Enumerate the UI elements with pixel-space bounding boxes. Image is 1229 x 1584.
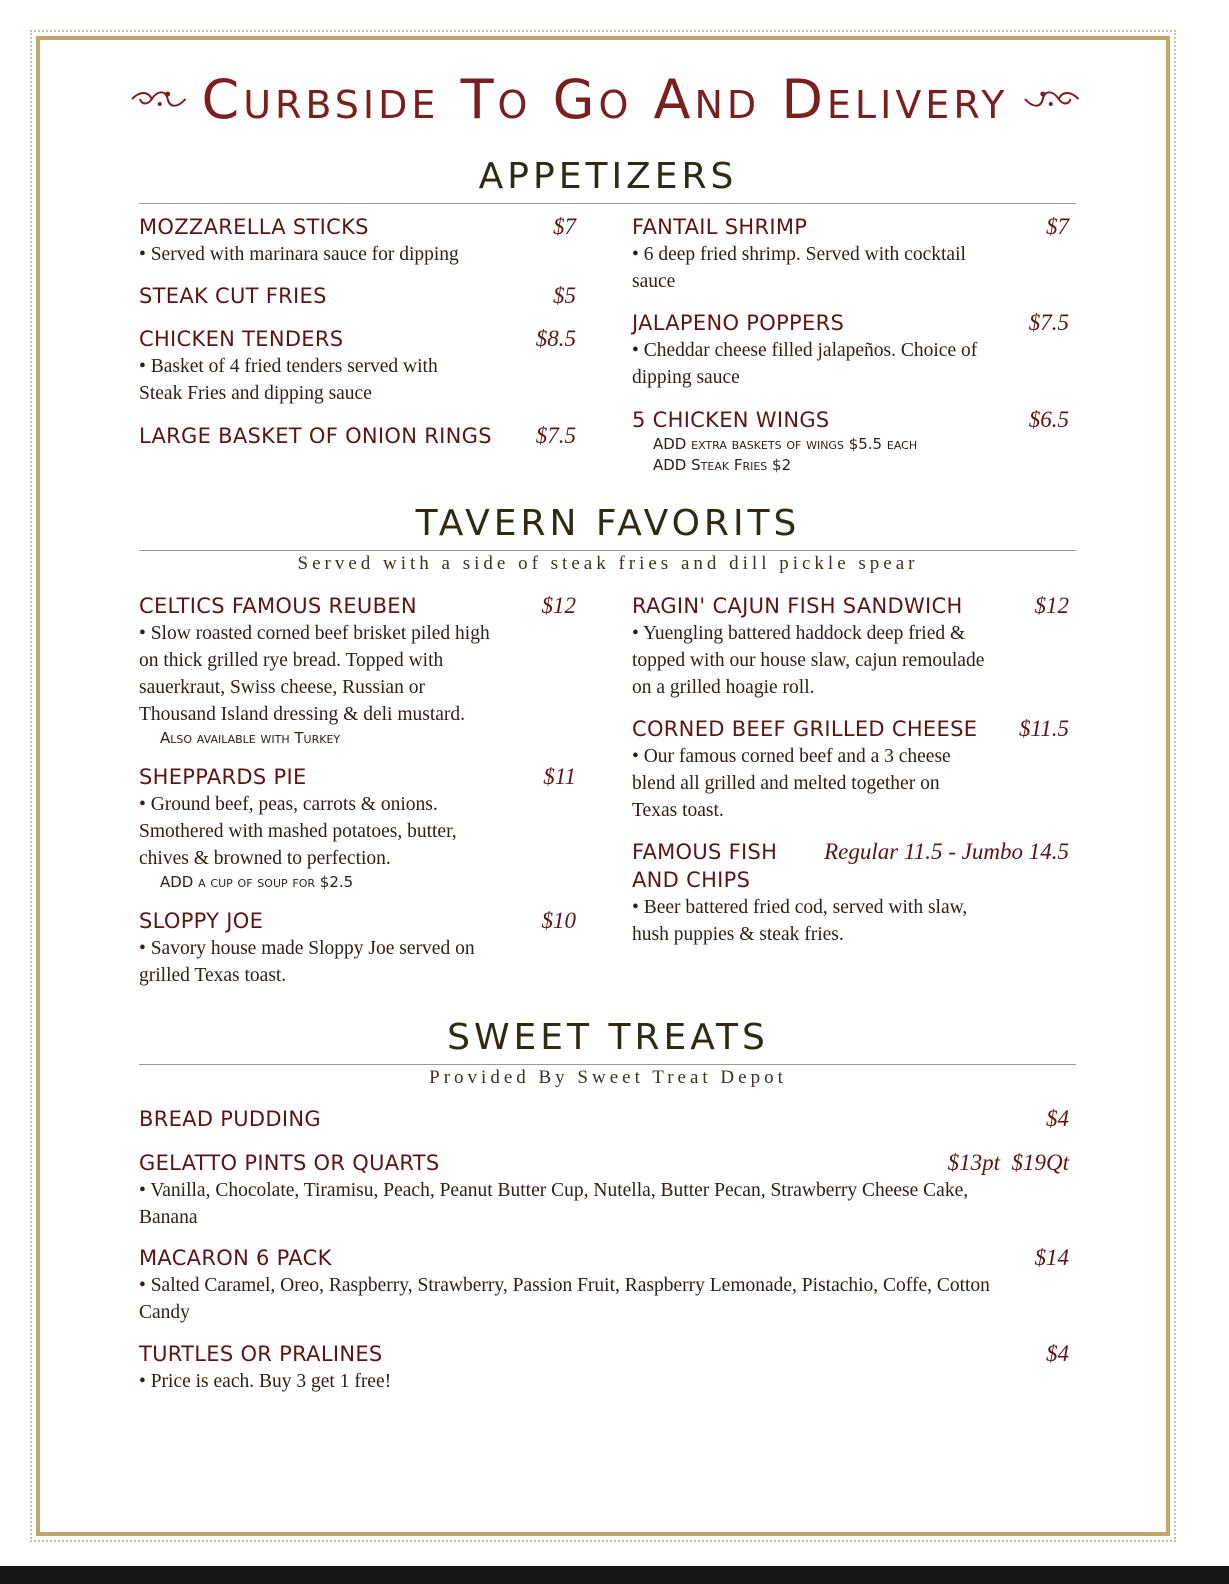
item-name: CHICKEN TENDERS bbox=[139, 327, 344, 351]
item-price: $12 bbox=[541, 593, 576, 618]
menu-title-row bbox=[130, 66, 1080, 132]
item-description: • Slow roasted corned beef brisket piled high on thick grilled rye bread. Topped with sauerkraut, Swiss cheese, Russian or Thousand Island dressing & deli mustard. bbox=[139, 623, 490, 725]
item-description: • Vanilla, Chocolate, Tiramisu, Peach, Peanut Butter Cup, Nutella, Butter Pecan, Strawberry Cheese Cake, Banana bbox=[139, 1180, 969, 1228]
sweets-subheading: Provided By Sweet Treat Depot bbox=[429, 1067, 787, 1088]
item-name: BREAD PUDDING bbox=[139, 1107, 321, 1131]
menu-item bbox=[139, 1105, 1069, 1133]
item-name: SLOPPY JOE bbox=[139, 909, 264, 933]
item-name: JALAPENO POPPERS bbox=[632, 311, 845, 335]
menu-item bbox=[632, 715, 1069, 824]
menu-item bbox=[139, 907, 576, 989]
item-note: Also available with Turkey bbox=[160, 729, 341, 747]
item-name: CELTICS FAMOUS REUBEN bbox=[139, 594, 417, 618]
item-name: CORNED BEEF GRILLED CHEESE bbox=[632, 717, 978, 741]
item-description: • 6 deep fried shrimp. Served with cocktail sauce bbox=[632, 244, 966, 292]
menu-item bbox=[632, 838, 1069, 948]
menu-item bbox=[139, 1340, 1069, 1395]
item-description: • Ground beef, peas, carrots & onions. Smothered with mashed potatoes, butter, chives & browned to perfection. bbox=[139, 794, 457, 869]
item-note: ADD extra baskets of wings $5.5 each bbox=[653, 435, 918, 453]
tavern-subheading: Served with a side of steak fries and dill pickle spear bbox=[297, 553, 919, 574]
item-name: LARGE BASKET OF ONION RINGS bbox=[139, 424, 492, 448]
item-price: $7.5 bbox=[535, 423, 576, 448]
item-price: $14 bbox=[1034, 1245, 1069, 1270]
item-price: $7 bbox=[1046, 214, 1069, 239]
item-price: $10 bbox=[541, 908, 576, 933]
item-name: FANTAIL SHRIMP bbox=[632, 215, 808, 239]
item-price: $4 bbox=[1046, 1341, 1069, 1366]
tavern-divider bbox=[139, 550, 1076, 551]
item-description: • Savory house made Sloppy Joe served on grilled Texas toast. bbox=[139, 938, 475, 986]
item-name: SHEPPARDS PIE bbox=[139, 765, 307, 789]
sweets-divider bbox=[139, 1064, 1076, 1065]
menu-item bbox=[139, 213, 576, 268]
menu-item bbox=[139, 763, 576, 893]
menu-item bbox=[139, 282, 576, 310]
item-price: $7 bbox=[553, 214, 576, 239]
item-description: • Basket of 4 fried tenders served with Steak Fries and dipping sauce bbox=[139, 356, 438, 404]
item-note: ADD Steak Fries $2 bbox=[653, 456, 792, 474]
window-bottom-edge bbox=[0, 1566, 1229, 1584]
item-description: • Salted Caramel, Oreo, Raspberry, Strawberry, Passion Fruit, Raspberry Lemonade, Pistachio, Coffe, Cotton Candy bbox=[139, 1275, 990, 1323]
menu-item bbox=[139, 1244, 1069, 1326]
menu-item bbox=[139, 325, 576, 407]
item-name: FAMOUS FISH AND CHIPS bbox=[632, 840, 778, 892]
item-price: $4 bbox=[1046, 1106, 1069, 1131]
menu-item bbox=[632, 592, 1069, 701]
right-flourish-icon bbox=[1021, 88, 1080, 110]
item-description: • Our famous corned beef and a 3 cheese blend all grilled and melted together on Texas toast. bbox=[632, 746, 951, 821]
appetizers-divider bbox=[139, 203, 1076, 204]
item-name: STEAK CUT FRIES bbox=[139, 284, 327, 308]
menu-item bbox=[632, 406, 1069, 476]
appetizers-heading: APPETIZERS bbox=[478, 156, 738, 197]
sweets-heading: SWEET TREATS bbox=[447, 1017, 769, 1058]
menu-item bbox=[139, 422, 576, 450]
item-name: GELATTO PINTS OR QUARTS bbox=[139, 1151, 440, 1175]
menu-item bbox=[632, 213, 1069, 295]
item-name: MOZZARELLA STICKS bbox=[139, 215, 369, 239]
item-description: • Yuengling battered haddock deep fried & topped with our house slaw, cajun remoulade on a grilled hoagie roll. bbox=[632, 623, 985, 698]
tavern-heading: TAVERN FAVORITS bbox=[415, 503, 801, 544]
item-name: TURTLES OR PRALINES bbox=[139, 1342, 383, 1366]
item-price: $8.5 bbox=[535, 326, 576, 351]
item-price: $11 bbox=[543, 764, 576, 789]
item-name: MACARON 6 PACK bbox=[139, 1246, 332, 1270]
item-name: 5 CHICKEN WINGS bbox=[632, 408, 830, 432]
item-price: $13pt $19Qt bbox=[947, 1150, 1069, 1175]
menu-title: Curbside To Go And Delivery bbox=[201, 67, 1009, 131]
item-description: • Beer battered fried cod, served with slaw, hush puppies & steak fries. bbox=[632, 897, 968, 945]
item-description: • Cheddar cheese filled jalapeños. Choice of dipping sauce bbox=[632, 340, 978, 388]
item-name: RAGIN' CAJUN FISH SANDWICH bbox=[632, 594, 963, 618]
item-price: $6.5 bbox=[1028, 407, 1069, 432]
item-price: $12 bbox=[1034, 593, 1069, 618]
menu-item bbox=[139, 1149, 1069, 1231]
item-price: $7.5 bbox=[1028, 310, 1069, 335]
item-price: Regular 11.5 - Jumbo 14.5 bbox=[824, 839, 1069, 864]
left-flourish-icon bbox=[130, 88, 189, 110]
menu-item bbox=[139, 592, 576, 749]
item-note: ADD a cup of soup for $2.5 bbox=[160, 873, 354, 891]
item-price: $5 bbox=[553, 283, 576, 308]
item-price: $11.5 bbox=[1018, 716, 1069, 741]
item-description: • Price is each. Buy 3 get 1 free! bbox=[139, 1371, 392, 1392]
item-description: • Served with marinara sauce for dipping bbox=[139, 244, 459, 265]
menu-item bbox=[632, 309, 1069, 391]
